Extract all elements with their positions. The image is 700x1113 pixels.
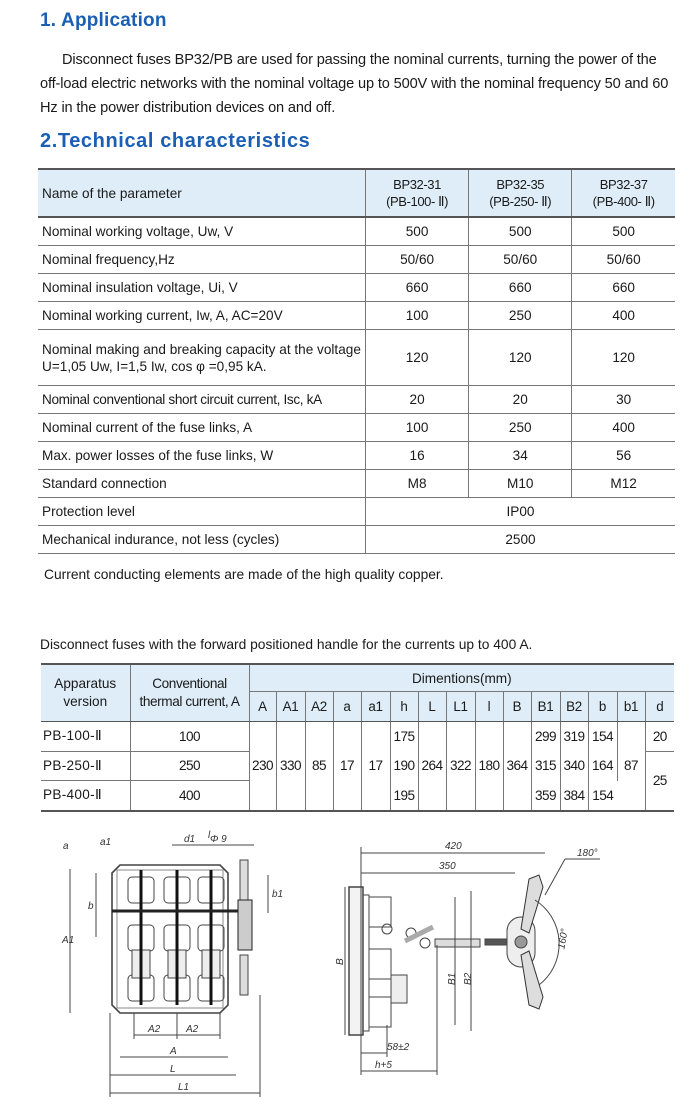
dim-a1: 17 [361,722,390,811]
dim-label-A1: A1 [62,935,75,946]
current-cell: 400 [130,781,249,811]
dim-label-a1: a1 [100,837,112,848]
disconnect-fuse-side-view-icon [325,825,625,1085]
param-value: 500 [572,217,675,246]
dim-label-58: 58±2 [387,1042,410,1053]
current-cell: 250 [130,751,249,781]
dim-col-header: a [333,692,361,722]
param-name: Standard connection [38,470,366,498]
dim-col-header: B1 [531,692,560,722]
dim-label-L1: L1 [178,1082,190,1093]
param-value: 100 [366,302,469,330]
param-value: 50/60 [469,246,572,274]
param-name: Mechanical indurance, not less (cycles) [38,526,366,554]
param-value: 660 [572,274,675,302]
param-value: 34 [469,442,572,470]
table-row [38,246,675,274]
dim-l: 180 [475,722,503,811]
param-value: 20 [366,386,469,414]
dim-col-header: h [390,692,418,722]
param-value: 400 [572,414,675,442]
dim-col-header: d [645,692,674,722]
param-name: Nominal frequency,Hz [38,246,366,274]
dim-h: 190 [390,751,418,781]
param-value: 120 [366,330,469,386]
dim-label-a: a [63,841,69,852]
param-value: 250 [469,302,572,330]
dim-label-h5: h+5 [375,1060,392,1071]
param-value: 660 [469,274,572,302]
dim-col-header: B2 [560,692,588,722]
dim-h: 195 [390,781,418,811]
current-column-header: Conventional thermal current, A [130,664,249,722]
param-value: IP00 [366,498,676,526]
disconnect-fuse-front-view-icon [60,825,300,1110]
dim-A2: 85 [305,722,333,811]
dim-label-420: 420 [445,841,462,852]
dim-label-180deg: 180° [577,848,598,859]
dim-label-B2: B2 [463,972,474,985]
table-row [38,330,675,386]
dim-label-A2b: A2 [186,1024,199,1035]
param-value: 120 [469,330,572,386]
dim-B1: 299 [531,722,560,752]
dim-label-B1: B1 [447,972,458,985]
model-column-header: BP32-37 (PB-400- Ⅱ) [572,169,675,217]
front-view-drawing [60,825,300,1110]
dim-A1: 330 [276,722,305,811]
dim-B1: 359 [531,781,560,811]
dim-label-B: B [335,958,346,965]
param-value: 2500 [366,526,676,554]
dim-L: 264 [418,722,446,811]
copper-note: Current conducting elements are made of the high quality copper. [44,567,444,582]
dim-B2: 340 [560,751,588,781]
param-name: Nominal making and breaking capacity at the voltage U=1,05 Uw, I=1,5 Iw, cos φ =0,95 kA. [38,330,366,386]
table-row [41,722,674,752]
param-value: 100 [366,414,469,442]
dim-d: 25 [645,751,674,811]
dim-d: 20 [645,722,674,752]
version-cell: PB-250-Ⅱ [41,751,130,781]
model-column-header: BP32-35 (PB-250- Ⅱ) [469,169,572,217]
param-name: Max. power losses of the fuse links, W [38,442,366,470]
param-value: 30 [572,386,675,414]
param-name: Nominal conventional short circuit current, Isc, kA [38,386,366,414]
dim-col-header: b [588,692,617,722]
dim-col-header: l [475,692,503,722]
dim-label-A2: A2 [148,1024,161,1035]
version-column-header: Apparatus version [41,664,130,722]
side-view-drawing [325,825,625,1085]
param-name: Protection level [38,498,366,526]
table-row [38,217,675,246]
dim-B: 364 [503,722,531,811]
dim-col-header: A2 [305,692,333,722]
dim-col-header: A [249,692,276,722]
dim-col-header: a1 [361,692,390,722]
param-value: 500 [469,217,572,246]
param-value: 120 [572,330,675,386]
param-value: M10 [469,470,572,498]
param-name: Nominal working current, Iw, A, AC=20V [38,302,366,330]
dim-label-b1: b1 [272,889,284,900]
param-value: 20 [469,386,572,414]
dim-B2: 384 [560,781,588,811]
dim-label-b: b [88,901,94,912]
dim-b: 154 [588,722,617,752]
param-column-header: Name of the parameter [38,169,366,217]
param-value: 400 [572,302,675,330]
dim-B2: 319 [560,722,588,752]
application-paragraph: Disconnect fuses BP32/PB are used for passing the nominal currents, turning the power of the off-load electric networks with the nominal voltage up to 500V with the nominal frequency 50 and 60 Hz in the power distribution devices on and off. [40,52,669,116]
param-value: 500 [366,217,469,246]
param-value: M12 [572,470,675,498]
dim-label-d1: d1 [184,834,196,845]
param-value: 660 [366,274,469,302]
model-column-header: BP32-31 (PB-100- Ⅱ) [366,169,469,217]
param-name: Nominal working voltage, Uw, V [38,217,366,246]
dimensions-caption: Disconnect fuses with the forward positioned handle for the currents up to 400 A. [40,637,533,652]
technical-characteristics-heading: 2.Technical characteristics [40,130,311,152]
dim-b1: 87 [617,722,645,811]
param-value: 250 [469,414,572,442]
version-cell: PB-400-Ⅱ [41,781,130,811]
param-value: 56 [572,442,675,470]
dim-label-160deg: 160° [556,927,571,951]
version-cell: PB-100-Ⅱ [41,722,130,752]
table-row [38,386,675,414]
dim-B1: 315 [531,751,560,781]
table-row [38,442,675,470]
technical-characteristics-table [38,168,675,554]
dim-label-phi9: Φ 9 [210,834,227,845]
dim-b: 154 [588,781,617,811]
dim-L1: 322 [446,722,475,811]
table-row [38,414,675,442]
dim-a: 17 [333,722,361,811]
dim-h: 175 [390,722,418,752]
dim-label-l: l [208,830,211,841]
dimensions-header-row [41,664,674,692]
dim-col-header: L1 [446,692,475,722]
param-value: 16 [366,442,469,470]
dim-label-A: A [170,1046,177,1057]
dim-label-350: 350 [439,861,456,872]
dimensions-group-header: Dimentions(mm) [249,664,674,692]
table-row [38,526,675,554]
param-value: 50/60 [366,246,469,274]
table-header-row [38,169,675,217]
dim-label-L: L [170,1064,176,1075]
current-cell: 100 [130,722,249,752]
param-value: M8 [366,470,469,498]
application-heading: 1. Application [40,10,167,31]
dimensions-table [41,663,674,812]
table-row [38,498,675,526]
param-value: 50/60 [572,246,675,274]
dim-A: 230 [249,722,276,811]
param-name: Nominal insulation voltage, Ui, V [38,274,366,302]
table-row [38,470,675,498]
param-name: Nominal current of the fuse links, A [38,414,366,442]
dim-col-header: b1 [617,692,645,722]
table-row [38,302,675,330]
dim-col-header: B [503,692,531,722]
dim-col-header: A1 [276,692,305,722]
dim-b: 164 [588,751,617,781]
table-row [38,274,675,302]
dim-col-header: L [418,692,446,722]
